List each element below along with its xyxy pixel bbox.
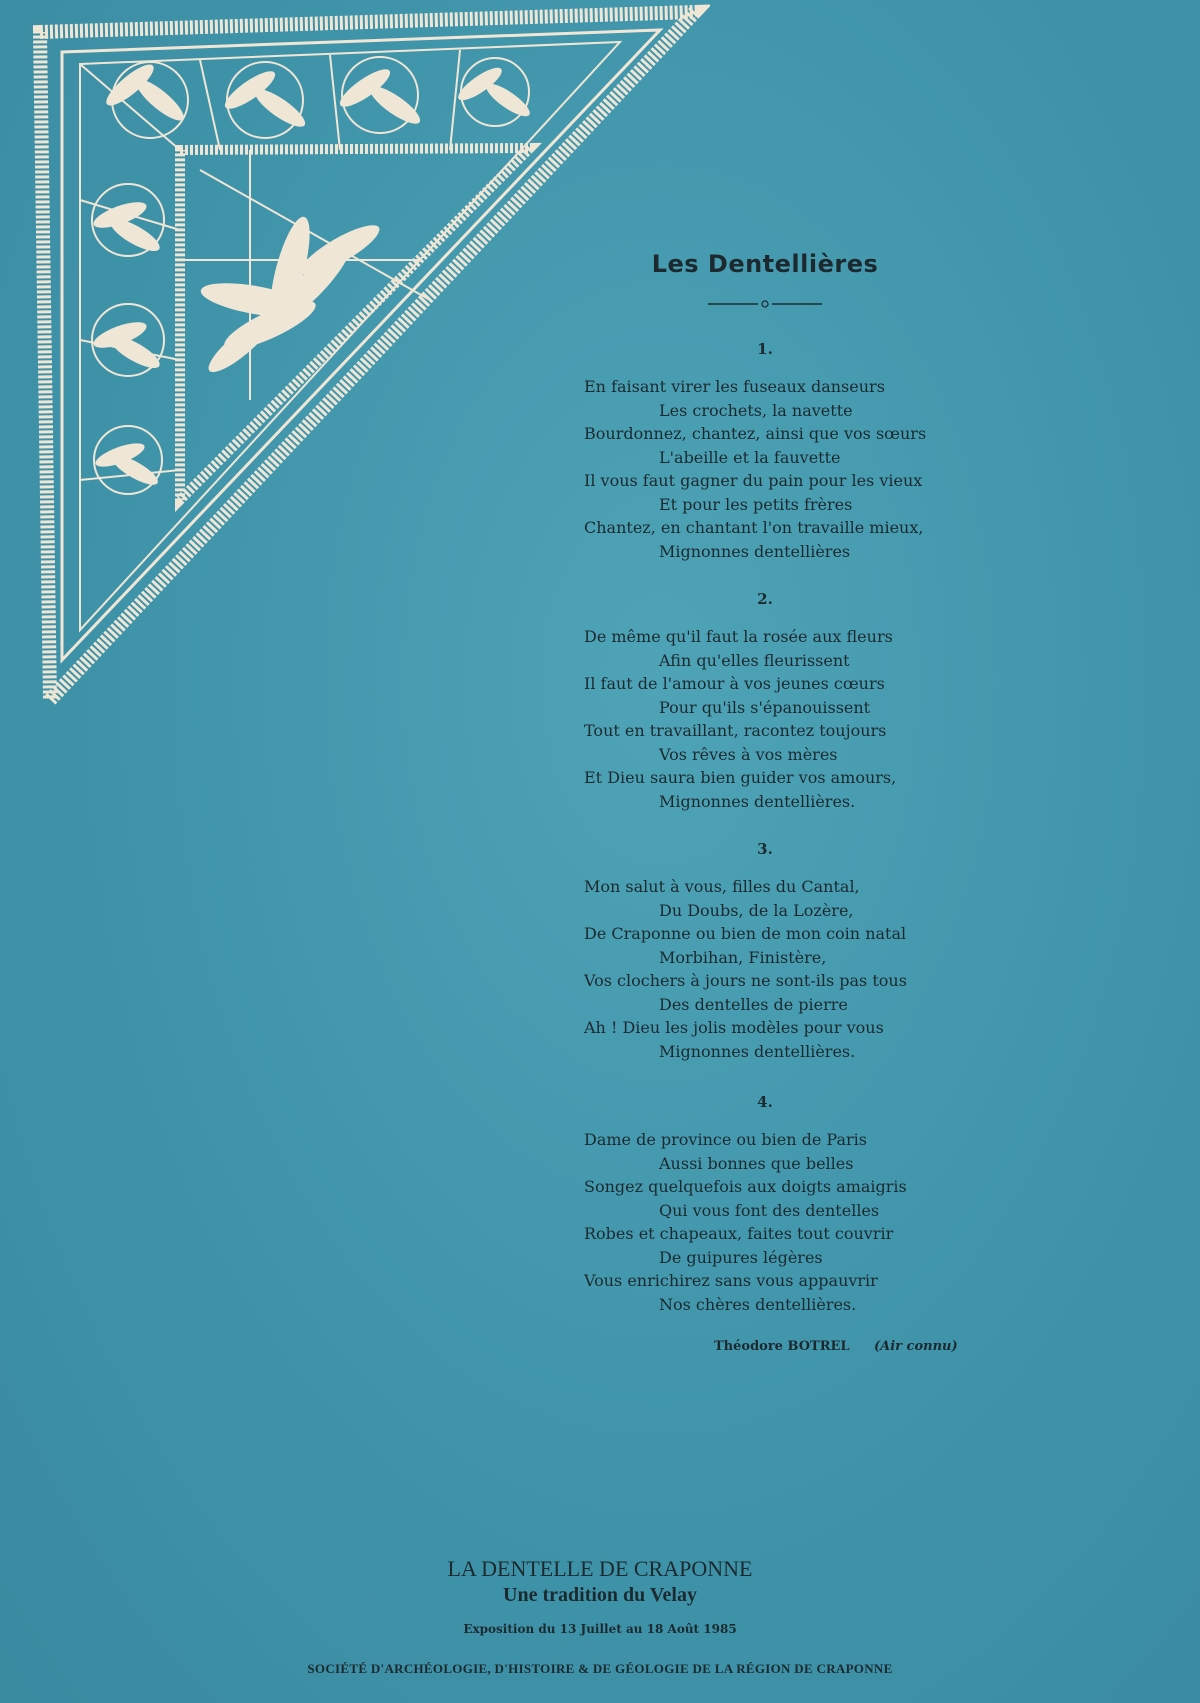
poem-line: Et pour les petits frères (659, 494, 853, 514)
poem-line: Il vous faut gagner du pain pour les vieux (584, 471, 923, 490)
footer-exposition: Exposition du 13 Juillet au 18 Août 1985 (463, 1622, 737, 1636)
poem-line: Vos rêves à vos mères (659, 744, 838, 764)
poem-line: Mignonnes dentellières (659, 541, 851, 561)
poem-title: Les Dentellières (651, 250, 879, 278)
poem-line: Vous enrichirez sans vous appauvrir (584, 1271, 878, 1290)
poem-line: Et Dieu saura bien guider vos amours, (584, 768, 897, 787)
air-note: (Air connu) (874, 1339, 958, 1354)
poem-line: Chantez, en chantant l'on travaille mieux, (584, 518, 924, 537)
poem-line: Aussi bonnes que belles (659, 1153, 854, 1173)
poem-line: Bourdonnez, chantez, ainsi que vos sœurs (584, 424, 927, 443)
poem-line: En faisant virer les fuseaux danseurs (584, 377, 885, 396)
poem-line: Des dentelles de pierre (659, 994, 848, 1014)
poem-line: De même qu'il faut la rosée aux fleurs (584, 627, 893, 646)
poem-line: Tout en travaillant, racontez toujours (584, 721, 887, 740)
poem-line: Mon salut à vous, filles du Cantal, (584, 877, 860, 896)
stanza-number: 2. (757, 590, 773, 608)
poem-line: Dame de province ou bien de Paris (584, 1130, 867, 1149)
poem-line: Les crochets, la navette (659, 400, 853, 420)
poem-line: Mignonnes dentellières. (659, 1041, 856, 1061)
poem-line: Nos chères dentellières. (659, 1294, 857, 1314)
lace-triangle-image (0, 0, 710, 710)
poem-line: Il faut de l'amour à vos jeunes cœurs (584, 674, 885, 693)
poem-line: Mignonnes dentellières. (659, 791, 856, 811)
poem-line: Robes et chapeaux, faites tout couvrir (584, 1224, 894, 1243)
poem-line: Morbihan, Finistère, (659, 947, 827, 967)
stanza-number: 3. (757, 840, 773, 858)
poem-line: Ah ! Dieu les jolis modèles pour vous (584, 1018, 884, 1037)
poem-author: Théodore BOTREL (714, 1339, 850, 1354)
stanza-number: 4. (757, 1093, 773, 1111)
poem-line: L'abeille et la fauvette (659, 447, 841, 467)
stanza-number: 1. (757, 340, 773, 358)
poem-line: Du Doubs, de la Lozère, (659, 900, 854, 920)
poem-line: Songez quelquefois aux doigts amaigris (584, 1177, 907, 1196)
footer-society: SOCIÉTÉ D'ARCHÉOLOGIE, D'HISTOIRE & DE GÉOLOGIE DE LA RÉGION DE CRAPONNE (307, 1661, 893, 1676)
footer-subtitle: Une tradition du Velay (503, 1584, 697, 1606)
title-ornament (708, 297, 822, 311)
poem-line: Vos clochers à jours ne sont-ils pas tous (584, 971, 907, 990)
poem-line: Afin qu'elles fleurissent (659, 650, 850, 670)
poem-line: Pour qu'ils s'épanouissent (659, 697, 871, 717)
footer-title: LA DENTELLE DE CRAPONNE (447, 1556, 753, 1581)
poem-line: De Craponne ou bien de mon coin natal (584, 924, 907, 943)
poem-line: De guipures légères (659, 1247, 823, 1267)
poem-line: Qui vous font des dentelles (659, 1200, 880, 1220)
